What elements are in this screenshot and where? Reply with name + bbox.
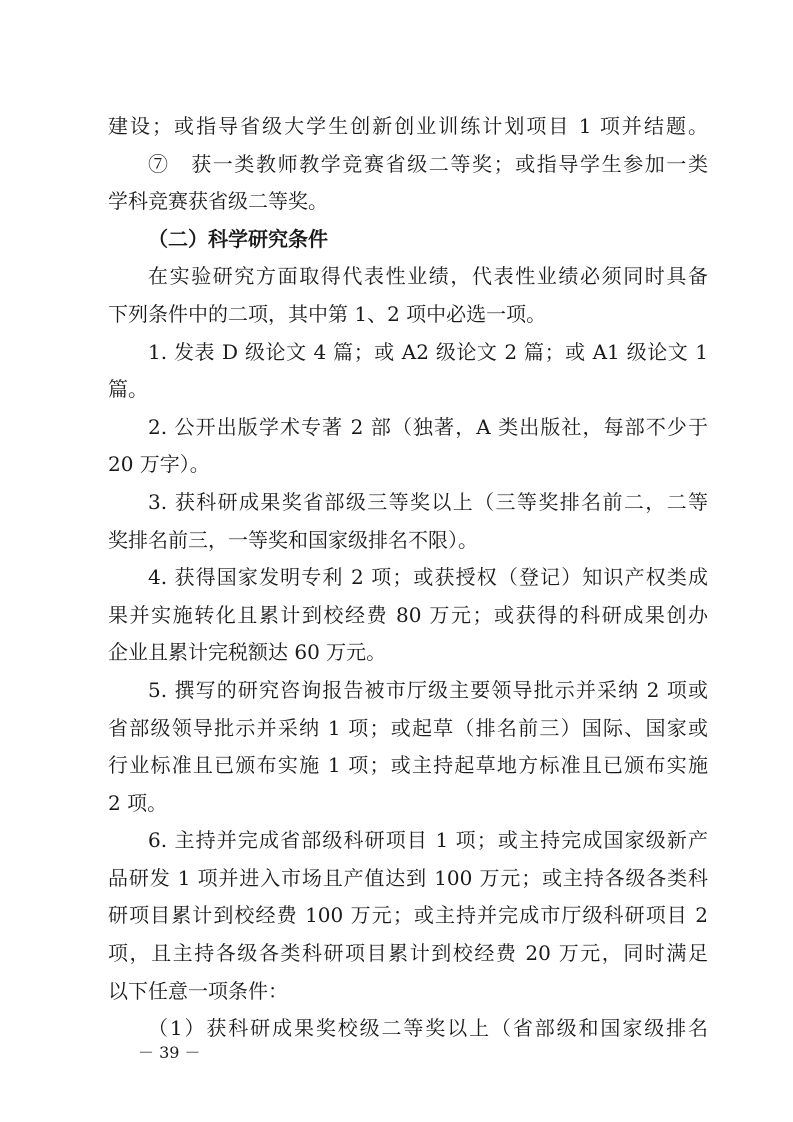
paragraph-line: 篇。	[108, 377, 148, 402]
paragraph-line: 以下任意一项条件：	[108, 978, 288, 1003]
section-heading: （二）科学研究条件	[148, 226, 328, 251]
paragraph-line: 品研发 1 项并进入市场且产值达到 100 万元；或主持各级各类科	[108, 865, 708, 890]
paragraph-line: 项，且主持各级各类科研项目累计到校经费 20 万元，同时满足	[108, 941, 708, 966]
paragraph-line: 2. 公开出版学术专著 2 部（独著，A 类出版社，每部不少于	[148, 414, 708, 439]
paragraph-line: 研项目累计到校经费 100 万元；或主持并完成市厅级科研项目 2	[108, 903, 708, 928]
paragraph-line: 4. 获得国家发明专利 2 项；或获授权（登记）知识产权类成	[148, 565, 708, 590]
paragraph-line: 3. 获科研成果奖省部级三等奖以上（三等奖排名前二，二等	[148, 489, 708, 514]
paragraph-line: 建设；或指导省级大学生创新创业训练计划项目 1 项并结题。	[108, 114, 708, 138]
paragraph-line: 6. 主持并完成省部级科研项目 1 项；或主持完成国家级新产	[148, 828, 708, 853]
paragraph-line: 学科竞赛获省级二等奖。	[108, 189, 328, 214]
paragraph-line: 果并实施转化且累计到校经费 80 万元；或获得的科研成果创办	[108, 602, 708, 627]
paragraph-line: 奖排名前三，一等奖和国家级排名不限）。	[108, 527, 478, 552]
page-number: － 39 －	[138, 1043, 201, 1062]
paragraph-line: 行业标准且已颁布实施 1 项；或主持起草地方标准且已颁布实施	[108, 753, 708, 778]
document-body	[108, 108, 708, 1048]
paragraph-line: 20 万字）。	[108, 452, 210, 477]
paragraph-line: 企业且累计完税额达 60 万元。	[108, 640, 387, 665]
paragraph-line: 下列条件中的二项，其中第 1、2 项中必选一项。	[108, 301, 547, 326]
paragraph-line: 5. 撰写的研究咨询报告被市厅级主要领导批示并采纳 2 项或	[148, 677, 708, 702]
paragraph-line: 省部级领导批示并采纳 1 项；或起草（排名前三）国际、国家或	[108, 715, 708, 740]
paragraph-line: （1）获科研成果奖校级二等奖以上（省部级和国家级排名	[148, 1016, 708, 1041]
paragraph-line: 2 项。	[108, 790, 168, 815]
paragraph-line: 1. 发表 D 级论文 4 篇；或 A2 级论文 2 篇；或 A1 级论文 1	[148, 339, 708, 364]
paragraph-line: ⑦ 获一类教师教学竞赛省级二等奖；或指导学生参加一类	[148, 151, 708, 176]
paragraph-line: 在实验研究方面取得代表性业绩，代表性业绩必须同时具备	[148, 264, 708, 289]
